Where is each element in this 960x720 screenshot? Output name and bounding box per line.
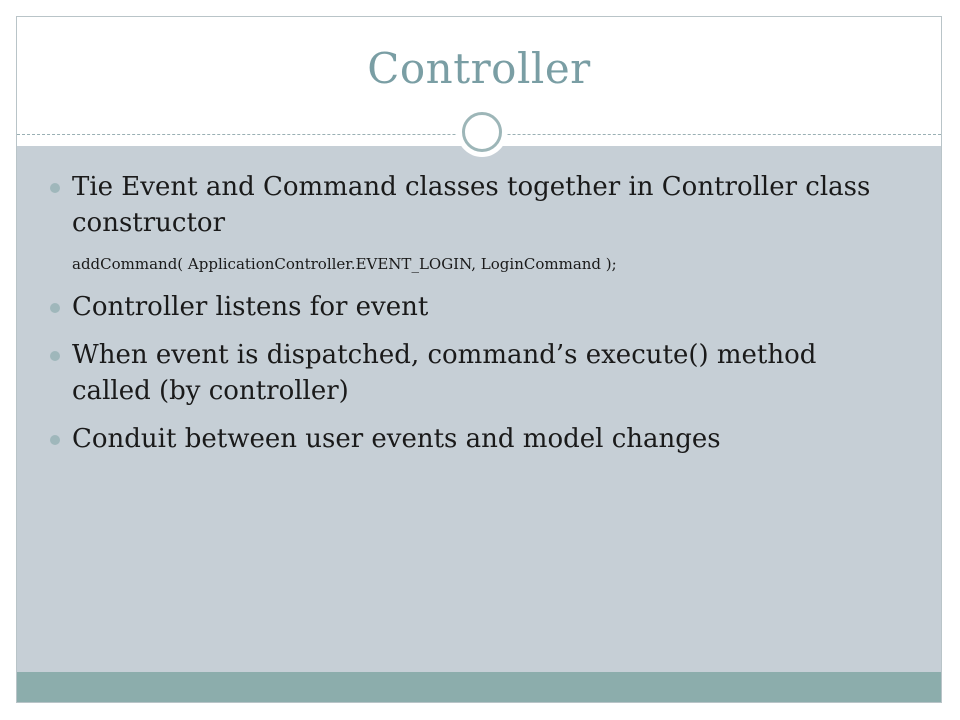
ring-ornament-icon [457,107,507,157]
bullet-item [17,169,941,241]
code-snippet: addCommand( ApplicationController.EVENT_LOGIN, LoginCommand ); [72,255,617,273]
slide-title: Controller [367,44,591,93]
bullet-item [17,337,941,409]
bullet-text: Conduit between user events and model changes [72,424,721,454]
bullet-item [17,289,941,325]
bullet-text: Tie Event and Command classes together in Controller class constructor [72,172,871,238]
bullet-list [17,169,941,469]
bullet-text: When event is dispatched, command’s execute() method called (by controller) [72,340,817,406]
slide [16,16,942,703]
bullet-dot-icon [50,351,60,361]
bullet-item [17,421,941,457]
bullet-dot-icon [50,183,60,193]
bullet-text: Controller listens for event [72,292,429,322]
bullet-dot-icon [50,435,60,445]
bullet-dot-icon [50,303,60,313]
footer-band [17,672,941,703]
